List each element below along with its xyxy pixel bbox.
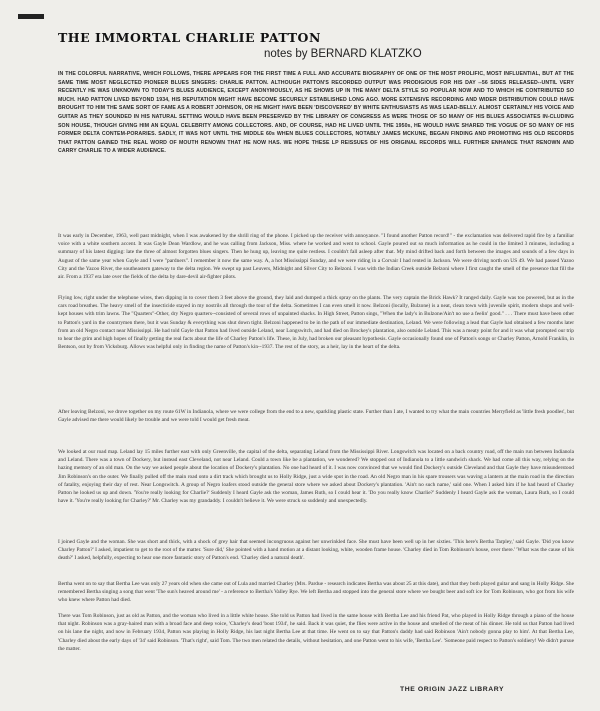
body-paragraph: After leaving Belzoni, we drove together on my route 61W in Indianola, where we were college from the end to a new, sparkling plastic state. Further than I ate, I wanted to try what the main countries Merryfield as 'little fresh poodles', but Gayle advised me there would likely be trouble and we were told I would get fresh meat. (58, 409, 574, 424)
body-paragraph: There was Tom Robinson, just as old as Patton, and the woman who lived in a little white house. She told us Patton had lived in the same house with Bertha Lee and his friend Pat, who played in Holly Ridge through a piano of the house that night. Robinson was a gray-haired man with a broad face and deep voice, 'Charley's dead 'bout 1934', he said. Back it was quiet, the flies were active in the house and smelled of the meat of his dinner. He told us that Patton had lived on his lane the night, and now in February 1934, Patton was playing in Holly Ridge, his last night Bertha Lee at that time. He went on to say that Patton's daddy had said Robinson 'Ain't nobody gonna play to him'. At that Bertha Lee, 'Charley died about the early days of '34' said Robinson. 'That's right', said Tom. The two men related the details, without hesitation, and one Patton went to his wife, 'Bertha Lee'. 'Someone paid respect to Patton's soldiery! We didn't pursue the matter. (58, 613, 574, 652)
body-paragraph: Flying low, right under the telephone wires, then dipping in to cover them 3 feet above the ground, they laid and dumped a thick spray on the plants. The very captain the Brick Hawk? It ranged daily. Gayle was too powered, but as in the cars road breathes. The heavy smell of the insecticide stayed in my nostrils all through the tour of the delta. Sometimes I can even smell it now. Belzoni (locally, Bulzone) is a neat, clean town with juvenile spirit, modern shops and well-kept houses with trim lawns. The "Quarters"-Other, dry Negro quarters--consisted of several rows of unpainted shacks. In High Street, Patton sings, "When the lady's in Bulzone/Ain't no use a feelin' good." . . . There must have been other to Patton's yard in the countrymen there, but it was Sunday & everything was shut down tight. Belzoni happened to be in the path of our immediate destination, Leland. We were following a lead that Gayle had obtained a few months later from an old Negro contact near Mississippi. He had told Gayle that Patton had lived outside Leland, near Longswitch, and had died on Brockey's plantation, also outside Leland. This was a meaty point for and it was what prompted our trip to hear the grim and high hopes of finally getting the real facts about the life of Charley Patton's life. These, in July, had broken our pleasant hypothesis. Gayle occasionally found one of Patton's songs or Charley Patton, Arnold Franklin, in Bentson, out by from Vicksburg. Allows was helpful only in finding the name of Patton's kin--1937. The rest of the story, as a heir, lay in the heart of the delta. (58, 295, 574, 351)
body-paragraph: I joined Gayle and the woman. She was short and thick, with a shock of grey hair that seemed incongruous against her unwrinkled face. She must have been well up in her sixties. 'This here's Bertha Tarpley,' said Gayle. 'Did you know Charley Patton?' I asked, impatient to get to the root of the matter. 'Sure did,' She pointed with a hand motion at a distant looking, white, wooden frame house. 'Charley died in Tom Robinson's house, over there.' 'What was the cause of his death?' I asked, helpfully, expecting to hear one more fantastic story of Patton's end. 'Charley died a natural death'. (58, 539, 574, 562)
body-paragraph: We looked at our road map. Leland lay 15 miles further east with only Greenville, the capital of the delta, separating Leland from the Mississippi River. Longswitch was located on a back country road, off the main run between Indianola and Leland. There was a town of Dockery, but instead east Cleveland, not near Leland. Could a town like be a plantation, we wondered? We stopped out of Indianola to a little sandwich shack. We had come all this way, relying on the hazing memory of an old man. On the way we asked people about the location of Dockery's plantation. No one had heard of it. I was now convinced that we would find Dockery's outside Cleveland and that Gayle they have misunderstood Jim Robinson's on the outer. We finally pulled off the main road onto a dirt track which brought us to Holly Ridge, just a wide spot in the road. An old Negro man in his spare trousers was waving a lantern at the main road in the direction of fatality, enjoying their day of rest. Near Longswitch. A group of Negro loafers stood outside the general store where we asked about Dockery's plantation. 'Ain't no such name,' said one. When I asked him if he had heard of Charley Patton he looked us up and down. 'You're really looking for Charlie?' Suddenly I heard Gayle ask the woman, James Ruth, so I could hear it. 'Do you really know Charlie?' Suddenly I heard Gayle ask the woman, Laura Ruth, so I could have it. 'You're really looking for Charley?' Mr. Charley was my grandaddy. I couldn't believe it. We were struck so suddenly and unexpectedly. (58, 449, 574, 505)
publisher-footer: THE ORIGIN JAZZ LIBRARY (400, 686, 505, 693)
header-rule (18, 14, 44, 19)
intro-paragraph: IN THE COLORFUL NARRATIVE, WHICH FOLLOWS, THERE APPEARS FOR THE FIRST TIME A FULL AND ACCURATE BIOGRAPHY OF ONE OF THE MOST PROLIFIC, MOST INFLUENTIAL, BUT AT THE SAME TIME MOST NEGLECTED PIONEER BLUES SINGERS: CHARLIE PATTON. ALTHOUGH PATTON'S RECORDED OUTPUT WAS PRODIGIOUS FOR HIS DAY --56 SIDES RELEASED--UNTIL VERY RECENTLY HE WAS UNKNOWN TO TODAY'S BLUES AUDIENCE, EXCEPT ANONYMOUSLY, AS HE SHOWS UP IN THE MANY DELTA STYLE SO POPULAR NOW AND TO WHICH HE CONTRIBUTED SO MUCH. HAD PATTON LIVED BEYOND 1934, HIS REPUTATION MIGHT HAVE BECOME SECURELY ESTABLISHED LONG AGO. MORE EXTENSIVE RECORDING AND WIDER DISTRIBUTION COULD HAVE BROUGHT TO HIM THE SAME SORT OF FAME AS A ROBERT JOHNSON, OR HE MIGHT HAVE BEEN 'DISCOVERED' BY WHITE ENTHUSIASTS AS WAS LEAD-BELLY. ALMOST CERTAINLY HIS VOICE AND GUITAR AS THEY SOUNDED IN HIS NATURAL SETTING WOULD HAVE BEEN PRESERVED BY THE LIBRARY OF CONGRESS AS WERE THOSE OF SO MANY OF HIS BLUES ASSOCIATES IN-CLUDING SON HOUSE, THOUGH GIVING HIM AN EQUAL CELEBRITY AMONG COLLECTORS. AND, OF COURSE, HAD HE LIVED UNTIL THE 1950s, HE WOULD HAVE SHARED THE VOGUE OF SO MANY OF HIS FORMER DELTA CONTEM-PORARIES. SADLY, IT WAS NOT UNTIL THE MIDDLE 60s WHEN BLUES COLLECTORS, NOTABLY JAMES MCKUNE, BEGAN FINDING AND PROMOTING HIS OLD RECORDS THAT PATTON GAINED THE REAL WORD OF MOUTH RENOWN THAT HE NOW HAS. WE HOPE THESE LP REISSUES OF HIS ORIGINAL RECORDS WILL FURTHER ENHANCE THAT RENOWN AND CARRY CHARLIE TO A WIDER AUDIENCE. (58, 71, 574, 155)
body-paragraph: Bertha went on to say that Bertha Lee was only 27 years old when she came out of Lula and married Charley (Mrs. Pardue - research indicates Bertha was about 25 at this date), and that they both played guitar and sang in Holly Ridge. She remembered Bertha singing a song that went 'The sun's heaved around me' - a reference to Bertha's Valley Rye. We left Bertha and stopped into the general store where we bought beer and soft ice for Tom Robinson, who got from his wife who knew where Patton had died. (58, 581, 574, 604)
byline: notes by BERNARD KLATZKO (264, 48, 422, 60)
body-paragraph: It was early in December, 1963, well past midnight, when I was awakened by the shrill ring of the phone. I picked up the receiver with annoyance. "I found another Patton record!" - the exclamation was delivered rapid fire by a familiar voice with a white southern accent. It was Gayle Dean Wardlow, and he was calling from Jackson, Miss. where he worked and went to school. Gayle poured out so much information as he could in the limited 3 minutes, including a summary of his latest digging: late the three of almost forgotten blues singers. Then he hung up, leaving me quite restless. I couldn't fall asleep after that. My mind drifted back and forth between the images and sounds of a few days in August of the same year when Gayle and I were "pardners". I remember it now the same way. A, a hot Mississippi Sunday, and we were riding in a Corvair I had rented in Jackson. We were driving north on US 49. We had passed Yazoo City and the Yazoo River, the southeastern gateway to the delta region. We swept up past Leuvers, Midnight and Silver City to Belzoni. I was with the Indian Creek outside Belzoni where I first caught the smell of the presence that fill the air. From a 1937 era late over the fields of the delta by dare-devil air-fighter pilots. (58, 233, 574, 281)
document-title: THE IMMORTAL CHARLIE PATTON (58, 30, 321, 45)
